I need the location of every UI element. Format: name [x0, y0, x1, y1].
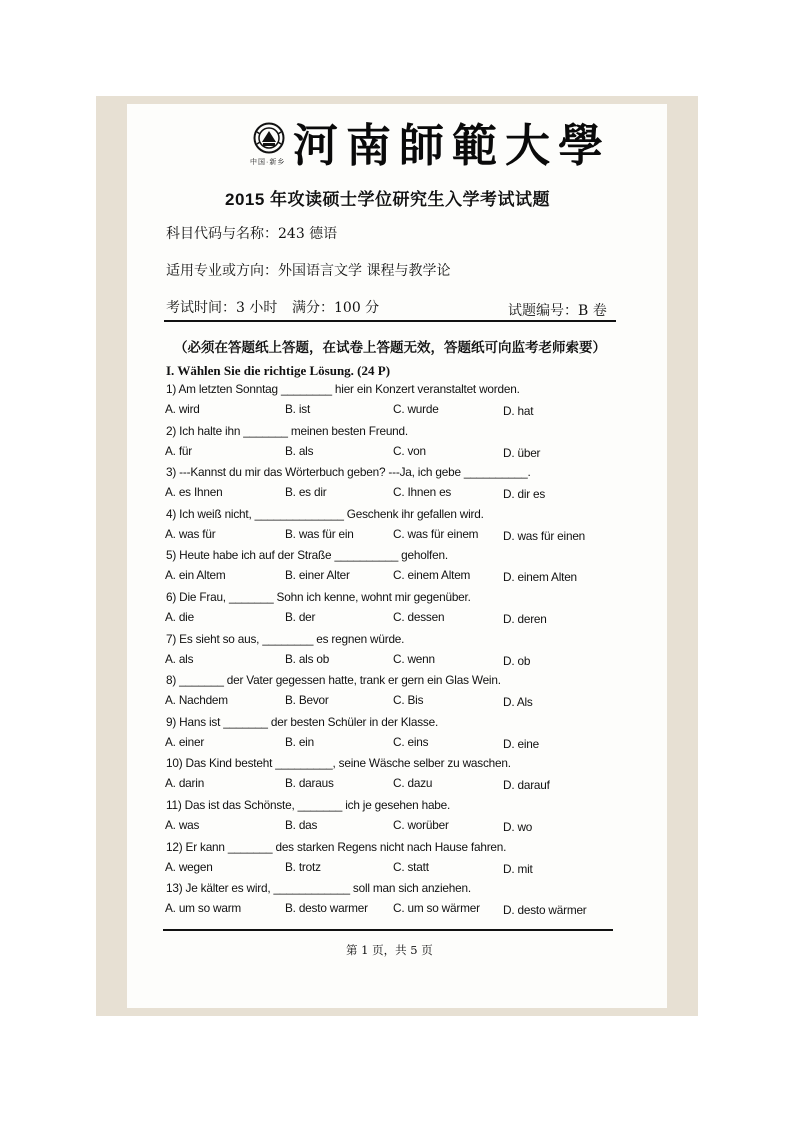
page-number: 第 1 页，共 5 页: [346, 943, 433, 957]
question-4: 4) Ich weiß nicht, ______________ Geschenk ihr gefallen wird.: [166, 506, 484, 521]
header-divider: [164, 320, 616, 322]
question-13-option-d: D. desto wärmer: [503, 903, 587, 918]
full-score: 满分：100 分: [292, 300, 380, 316]
question-4-option-c: C. was für einem: [393, 526, 479, 541]
university-emblem-icon: [253, 122, 285, 154]
question-12-option-b: B. trotz: [285, 859, 321, 874]
question-1-option-d: D. hat: [503, 404, 534, 418]
question-6-option-c: C. dessen: [393, 610, 445, 624]
question-12: 12) Er kann _______ des starken Regens nicht nach Hause fahren.: [166, 839, 507, 854]
question-3-option-c: C. Ihnen es: [393, 485, 452, 500]
question-3: 3) ---Kannst du mir das Wörterbuch geben? ---Ja, ich gebe __________.: [166, 465, 531, 480]
question-12-option-c: C. statt: [393, 859, 429, 874]
question-6-option-d: D. deren: [503, 612, 547, 626]
question-12-option-a: A. wegen: [165, 859, 213, 874]
question-9-option-c: C. eins: [393, 734, 429, 749]
question-12-option-d: D. mit: [503, 861, 533, 876]
question-2: 2) Ich halte ihn _______ meinen besten Freund.: [166, 423, 408, 438]
university-name: 河南師範大學: [293, 119, 612, 172]
question-13-option-a: A. um so warm: [165, 901, 242, 916]
question-10-option-c: C. dazu: [393, 776, 433, 791]
question-6-option-a: A. die: [165, 610, 194, 624]
question-11-option-c: C. worüber: [393, 818, 449, 832]
question-11-option-d: D. wo: [503, 820, 533, 834]
question-7-option-b: B. als ob: [285, 651, 330, 666]
question-8-option-a: A. Nachdem: [165, 693, 228, 708]
section-title: I. Wählen Sie die richtige Lösung. (24 P): [166, 363, 391, 378]
question-1-option-c: C. wurde: [393, 402, 439, 416]
question-3-option-d: D. dir es: [503, 487, 546, 502]
question-10: 10) Das Kind besteht _________, seine Wäsche selber zu waschen.: [166, 756, 511, 771]
emblem-caption: 中国·新乡: [250, 159, 286, 166]
subject-line: 科目代码与名称：243 德语: [166, 226, 338, 242]
question-13-option-b: B. desto warmer: [285, 901, 368, 916]
question-7-option-a: A. als: [165, 651, 194, 666]
question-5-option-c: C. einem Altem: [393, 568, 471, 583]
question-10-option-a: A. darin: [165, 776, 205, 791]
question-11-option-b: B. das: [285, 818, 318, 832]
question-1-option-b: B. ist: [285, 402, 311, 416]
question-3-option-b: B. es dir: [285, 485, 327, 500]
answer-notice: （必须在答题纸上答题，在试卷上答题无效，答题纸可向监考老师索要）: [174, 340, 606, 355]
question-8: 8) _______ der Vater gegessen hatte, trank er gern ein Glas Wein.: [166, 673, 501, 688]
question-7: 7) Es sieht so aus, ________ es regnen würde.: [166, 631, 405, 646]
exam-title: 2015 年攻读硕士学位研究生入学考试试题: [225, 190, 551, 209]
question-9-option-d: D. eine: [503, 736, 539, 751]
question-5-option-d: D. einem Alten: [503, 570, 577, 585]
question-5: 5) Heute habe ich auf der Straße __________ geholfen.: [166, 548, 448, 563]
question-5-option-b: B. einer Alter: [285, 568, 350, 583]
question-6-option-b: B. der: [285, 610, 316, 624]
question-3-option-a: A. es Ihnen: [165, 485, 223, 500]
question-2-option-d: D. über: [503, 445, 541, 460]
exam-time: 考试时间：3 小时: [166, 300, 278, 316]
question-11: 11) Das ist das Schönste, _______ ich je gesehen habe.: [166, 798, 451, 812]
question-6: 6) Die Frau, _______ Sohn ich kenne, wohnt mir gegenüber.: [166, 590, 471, 604]
footer-divider: [163, 929, 613, 931]
paper-code: 试题编号：B 卷: [508, 303, 607, 319]
question-8-option-d: D. Als: [503, 695, 533, 710]
question-9-option-b: B. ein: [285, 734, 314, 749]
question-2-option-c: C. von: [393, 443, 426, 458]
question-11-option-a: A. was: [165, 818, 200, 832]
question-9: 9) Hans ist _______ der besten Schüler in der Klasse.: [166, 714, 439, 729]
question-4-option-a: A. was für: [165, 526, 216, 541]
question-7-option-d: D. ob: [503, 653, 531, 668]
question-4-option-d: D. was für einen: [503, 528, 586, 543]
question-2-option-b: B. als: [285, 443, 314, 458]
question-10-option-d: D. darauf: [503, 778, 550, 793]
question-9-option-a: A. einer: [165, 734, 205, 749]
question-4-option-b: B. was für ein: [285, 526, 354, 541]
question-10-option-b: B. daraus: [285, 776, 334, 791]
question-1-option-a: A. wird: [165, 402, 200, 416]
question-13: 13) Je kälter es wird, ____________ soll man sich anziehen.: [166, 881, 471, 896]
question-13-option-c: C. um so wärmer: [393, 901, 480, 916]
question-2-option-a: A. für: [165, 443, 192, 458]
question-8-option-c: C. Bis: [393, 693, 424, 708]
question-5-option-a: A. ein Altem: [165, 568, 226, 583]
question-1: 1) Am letzten Sonntag ________ hier ein Konzert veranstaltet worden.: [166, 382, 520, 396]
major-line: 适用专业或方向：外国语言文学 课程与教学论: [166, 263, 451, 279]
question-8-option-b: B. Bevor: [285, 693, 329, 708]
question-7-option-c: C. wenn: [393, 651, 435, 666]
